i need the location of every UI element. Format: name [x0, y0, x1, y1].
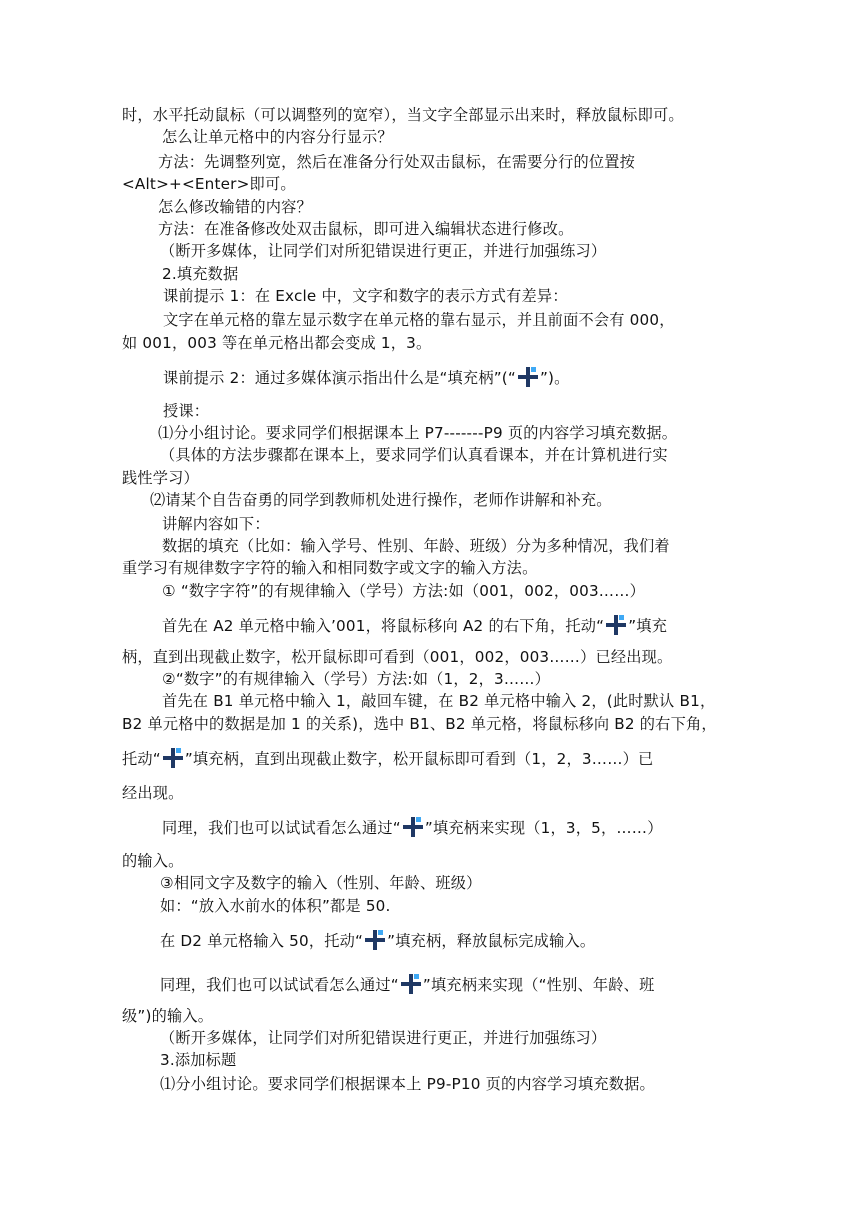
text-line: B2 单元格中的数据是加 1 的关系)，选中 B1、B2 单元格，将鼠标移向 B2 的右下角， [122, 715, 717, 733]
text-line [163, 366, 570, 389]
text-line: 怎么修改输错的内容？ [158, 198, 312, 216]
fill-handle-icon [605, 614, 627, 636]
fill-handle-icon [400, 973, 422, 995]
text-span: ”填充柄，释放鼠标完成输入。 [387, 932, 596, 950]
text-line: 授课： [163, 402, 210, 420]
text-span: ”填充柄，直到出现截止数字，松开鼠标即可看到（1，2，3……）已 [184, 750, 654, 768]
text-line: ⑵请某个自告奋勇的同学到教师机处进行操作，老师作讲解和补充。 [150, 491, 612, 509]
text-line: 时，水平托动鼠标（可以调整列的宽窄），当文字全部显示出来时，释放鼠标即可。 [122, 106, 684, 124]
text-line: ②“数字”的有规律输入（学号）方法:如（1，2，3……） [162, 670, 550, 688]
text-line [160, 973, 654, 996]
text-line: ① “数字字符”的有规律输入（学号）方法:如（001，002，003……） [162, 582, 645, 600]
text-line: ⑴分小组讨论。要求同学们根据课本上 P7-------P9 页的内容学习填充数据。 [158, 424, 678, 442]
fill-handle-icon [517, 366, 539, 388]
text-line: 方法：先调整列宽，然后在准备分行处双击鼠标，在需要分行的位置按 [158, 153, 636, 171]
text-span: 托动“ [122, 750, 161, 768]
text-span: ”填充 [628, 617, 668, 635]
text-line: 课前提示 1：在 Excle 中，文字和数字的表示方式有差异： [163, 287, 568, 305]
text-span: 同理，我们也可以试试看怎么通过“ [160, 976, 399, 994]
section-heading: 2.填充数据 [162, 265, 239, 283]
text-line: （具体的方法步骤都在课本上，要求同学们认真看课本，并在计算机进行实 [160, 446, 668, 464]
text-span: ”填充柄来实现（“性别、年龄、班 [422, 976, 655, 994]
text-span: ”)。 [539, 369, 570, 387]
fill-handle-icon [364, 929, 386, 951]
text-span: 在 D2 单元格输入 50，托动“ [160, 932, 364, 950]
text-span: 首先在 A2 单元格中输入’001，将鼠标移向 A2 的右下角，托动“ [162, 617, 605, 635]
text-line: 经出现。 [122, 784, 184, 802]
text-line: 方法：在准备修改处双击鼠标，即可进入编辑状态进行修改。 [158, 220, 574, 238]
text-line: 数据的填充（比如：输入学号、性别、年龄、班级）分为多种情况，我们着 [162, 537, 670, 555]
text-line: 柄，直到出现截止数字，松开鼠标即可看到（001，002，003……）已经出现。 [122, 648, 673, 666]
text-line: 文字在单元格的靠左显示数字在单元格的靠右显示，并且前面不会有 000， [163, 311, 675, 329]
text-line: 践性学习） [122, 469, 199, 487]
fill-handle-icon [402, 816, 424, 838]
text-line: 的输入。 [122, 852, 184, 870]
text-line [122, 747, 653, 770]
text-line: ⑴分小组讨论。要求同学们根据课本上 P9-P10 页的内容学习填充数据。 [160, 1075, 655, 1093]
section-heading: 3.添加标题 [160, 1051, 237, 1069]
text-line: 怎么让单元格中的内容分行显示？ [162, 128, 393, 146]
text-line: 如：“放入水前水的体积”都是 50. [160, 897, 391, 915]
fill-handle-icon [162, 747, 184, 769]
text-line: （断开多媒体，让同学们对所犯错误进行更正，并进行加强练习） [160, 1029, 607, 1047]
text-line: 如 001，003 等在单元格出都会变成 1，3。 [122, 334, 432, 352]
text-line: 讲解内容如下： [162, 515, 270, 533]
text-line: （断开多媒体，让同学们对所犯错误进行更正，并进行加强练习） [160, 242, 607, 260]
text-line: 级”)的输入。 [122, 1007, 214, 1025]
text-span: 同理，我们也可以试试看怎么通过“ [162, 819, 401, 837]
text-line [162, 816, 663, 839]
text-span: ”填充柄来实现（1，3，5，……） [424, 819, 663, 837]
text-line: 首先在 B1 单元格中输入 1，敲回车键，在 B2 单元格中输入 2，(此时默认 B1， [162, 692, 716, 710]
text-span: 课前提示 2：通过多媒体演示指出什么是“填充柄”(“ [163, 369, 516, 387]
text-line: <Alt>+<Enter>即可。 [122, 175, 296, 193]
text-line [160, 929, 595, 952]
text-line: ③相同文字及数字的输入（性别、年龄、班级） [160, 874, 482, 892]
text-line [162, 614, 667, 637]
text-line: 重学习有规律数字字符的输入和相同数字或文字的输入方法。 [122, 559, 538, 577]
